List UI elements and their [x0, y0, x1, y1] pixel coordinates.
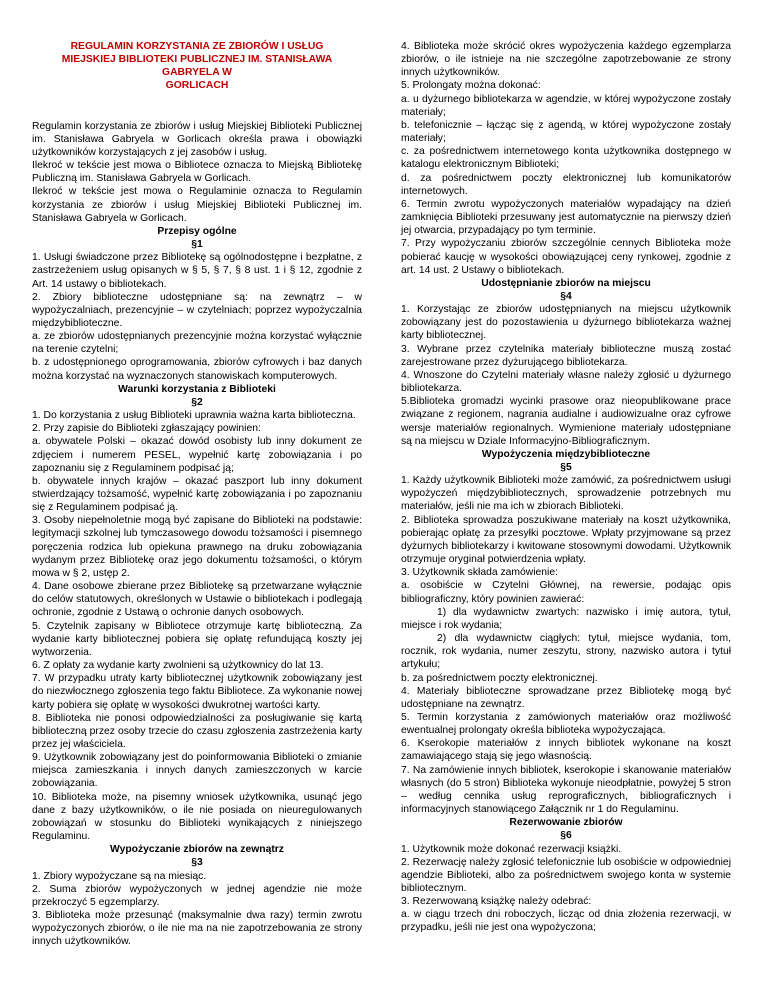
paragraph: 1. Do korzystania z usług Biblioteki uprawnia ważna karta biblioteczna.	[32, 410, 356, 422]
paragraph: 5. Termin korzystania z zamówionych materiałów oraz możliwość ewentualnej prolongaty określa biblioteka wypożyczająca.	[401, 711, 731, 737]
section-heading: Rezerwowanie zbiorów	[509, 817, 623, 829]
paragraph: d. za pośrednictwem poczty elektronicznej lub komunikatorów internetowych.	[401, 172, 731, 197]
paragraph: a. w ciągu trzech dni roboczych, licząc od dnia złożenia rezerwacji, w przypadku, jeśli nie jest ona wypożyczona;	[401, 909, 731, 934]
paragraph: 7. W przypadku utraty karty bibliotecznej użytkownik zobowiązany jest do niezwłocznego zgłoszenia tego faktu Bibliotece. Za wykonanie nowej karty pobiera się opłatę w wysokości dwukrotnej wartości karty.	[32, 673, 362, 711]
paragraph: 7. Przy wypożyczaniu zbiorów szczególnie cennych Biblioteka może pobierać kaucję w wysokości obowiązującej ceny rynkowej, zgodnie z art. 14 ust. 2 Ustawy o bibliotekach.	[401, 238, 731, 276]
paragraph: a. osobiście w Czytelni Głównej, na rewersie, podając opis bibliograficzny, który powinien zawierać:	[401, 580, 731, 605]
paragraph: b. telefonicznie – łącząc się z agendą, w której wypożyczone zostały materiały;	[401, 119, 731, 145]
right-column	[401, 40, 731, 935]
paragraph: 5. Czytelnik zapisany w Bibliotece otrzymuje kartę biblioteczną. Za wydanie karty bibliotecznej pobiera się opłatę refundującą koszty jej wytworzenia.	[32, 620, 362, 658]
paragraph: 2. Zbiory biblioteczne udostępniane są: na zewnątrz – w wypożyczalniach, prezencyjnie – w czytelniach; poprzez wypożyczalnia międzybiblioteczne.	[32, 291, 362, 329]
section-heading: Udostępnianie zbiorów na miejscu	[481, 277, 651, 289]
paragraph: 5.Biblioteka gromadzi wycinki prasowe oraz nieopublikowane prace związane z regionem, nagrania audialne i audiowizualne oraz cyfrowe wersje materiałów regionalnych. Wymienione materiały udostępniane są na miejscu w Dziale Informacyjno-Bibliograficznym.	[401, 396, 731, 447]
document-title	[32, 40, 362, 93]
paragraph: 6. Z opłaty za wydanie karty zwolnieni są użytkownicy do lat 13.	[32, 660, 324, 672]
paragraph: 3. Rezerwowaną książkę należy odebrać:	[401, 896, 592, 908]
section-heading: §4	[560, 290, 572, 302]
section-heading: Przepisy ogólne	[157, 225, 237, 237]
paragraph: Regulamin korzystania ze zbiorów i usług Miejskiej Biblioteki Publicznej im. Stanisława Gabryela w Gorlicach określa prawa i obowiązki użytkowników korzystających z jej zasobów i usług.	[32, 120, 362, 158]
paragraph: 9. Użytkownik zobowiązany jest do poinformowania Biblioteki o zmianie miejsca zamieszkania i innych danych zamieszczonych w karcie zobowiązania.	[32, 752, 362, 790]
paragraph: 3. Użytkownik składa zamówienie:	[401, 567, 558, 579]
paragraph: b. za pośrednictwem poczty elektronicznej.	[401, 672, 598, 684]
paragraph: 2. Suma zbiorów wypożyczonych w jednej agendzie nie może przekroczyć 5 egzemplarzy.	[32, 883, 362, 908]
title-line: MIEJSKIEJ BIBLIOTEKI PUBLICZNEJ IM. STANISŁAWA GABRYELA W	[61, 54, 333, 79]
paragraph: 4. Wnoszone do Czytelni materiały własne należy zgłosić u dyżurnego bibliotekarza.	[401, 369, 731, 395]
indented-paragraph: 2) dla wydawnictw ciągłych: tytuł, miejsce wydania, tom, rocznik, rok wydania, numer zeszytu, strony, nazwisko autora i tytuł artykułu;	[401, 633, 731, 671]
section-heading: §3	[191, 857, 203, 869]
paragraph: a. u dyżurnego bibliotekarza w agendzie, w której wypożyczone zostały materiały;	[401, 93, 731, 118]
paragraph: 3. Osoby niepełnoletnie mogą być zapisane do Biblioteki na podstawie: legitymacji szkolnej lub tymczasowego dowodu tożsamości i pisemnego poręczenia rodzica lub opiekuna prawnego na druku zobowiązania wydanym przez Bibliotekę oraz jego dokumentu tożsamości, o którym mowa w § 2, ustęp 2.	[32, 515, 362, 579]
paragraph: c. za pośrednictwem internetowego konta użytkownika dostępnego w katalogu elektronicznym Biblioteki;	[401, 146, 731, 171]
section-heading: §1	[191, 239, 203, 251]
paragraph: 5. Prolongaty można dokonać:	[401, 80, 541, 92]
paragraph: Ilekroć w tekście jest mowa o Bibliotece oznacza to Miejską Bibliotekę Publiczną im. Stanisława Gabryela w Gorlicach.	[32, 160, 362, 185]
paragraph: 3. Biblioteka może przesunąć (maksymalnie dwa razy) termin zwrotu wypożyczonych zbiorów, o ile nie ma na nie zapotrzebowania ze strony innych użytkowników.	[32, 910, 362, 948]
paragraph: 1. Użytkownik może dokonać rezerwacji książki.	[401, 843, 622, 855]
paragraph: 4. Biblioteka może skrócić okres wypożyczenia każdego egzemplarza zbiorów, o ile istnieje na nie szczególne zapotrzebowanie ze strony innych użytkowników.	[401, 41, 731, 79]
paragraph: 1. Usługi świadczone przez Bibliotekę są ogólnodostępne i bezpłatne, z zastrzeżeniem usług opisanych w § 5, § 7, § 8 ust. 1 i § 12, zgodnie z Art. 14 ustawy o bibliotekach.	[32, 252, 362, 290]
title-line: GORLICACH	[165, 80, 229, 92]
paragraph: 6. Kserokopie materiałów z innych bibliotek wykonane na koszt zamawiającego stają się jego własnością.	[401, 738, 731, 763]
paragraph: b. obywatele innych krajów – okazać paszport lub inny dokument stwierdzający tożsamość, wypełnić kartę zobowiązania i po zapoznaniu się z Regulaminem podpisać ją.	[32, 475, 362, 514]
section-heading: Wypożyczanie zbiorów na zewnątrz	[110, 844, 284, 856]
paragraph: a. obywatele Polski – okazać dowód osobisty lub inny dokument ze zdjęciem i numerem PESEL, wypełnić kartę zobowiązania i po zapoznaniu się z Regulaminem podpisać ją;	[32, 436, 362, 474]
paragraph: 3. Wybrane przez czytelnika materiały biblioteczne muszą zostać zarejestrowane przez dyżurującego bibliotekarza.	[401, 343, 731, 368]
paragraph: a. ze zbiorów udostępnianych prezencyjnie można korzystać wyłącznie na terenie czytelni;	[32, 331, 362, 356]
paragraph: 6. Termin zwrotu wypożyczonych materiałów wypadający na dzień zamknięcia Biblioteki przesuwany jest automatycznie na pierwszy dzień jej otwarcia, przypadający po tym terminie.	[401, 198, 731, 237]
paragraph: 4. Materiały biblioteczne sprowadzane przez Bibliotekę mogą być udostępniane na zewnątrz.	[401, 685, 731, 710]
paragraph: 10. Biblioteka może, na pisemny wniosek użytkownika, usunąć jego dane z bazy użytkowników, o ile nie posiada on nieuregulowanych zobowiązań w stosunku do Biblioteki wynikających z niniejszego Regulaminu.	[32, 791, 362, 843]
section-heading: Wypożyczenia międzybiblioteczne	[481, 448, 651, 460]
title-line: REGULAMIN KORZYSTANIA ZE ZBIORÓW I USŁUG	[70, 41, 324, 52]
paragraph: 2. Biblioteka sprowadza poszukiwane materiały na koszt użytkownika, pobierając opłatę za przesyłki pocztowe. Wpłaty przyjmowane są przez dyżurnych bibliotekarzy i kwitowane stosownymi dowodami. Użytkownik otrzymuje oryginał potwierdzenia wpłaty.	[401, 514, 731, 566]
paragraph: 2. Przy zapisie do Biblioteki zgłaszający powinien:	[32, 423, 261, 435]
section-heading: §2	[191, 396, 203, 408]
indented-paragraph: 1) dla wydawnictw zwartych: nazwisko i imię autora, tytuł, miejsce i rok wydania;	[401, 606, 731, 631]
section-heading: §5	[560, 462, 572, 473]
paragraph: 1. Każdy użytkownik Biblioteki może zamówić, za pośrednictwem usługi wypożyczeń międzybibliotecznych, sprowadzenie potrzebnych mu materiałów, jeśli nie ma ich w zbiorach Biblioteki.	[401, 475, 731, 513]
paragraph: Ilekroć w tekście jest mowa o Regulaminie oznacza to Regulamin korzystania ze zbiorów i usług Miejskiej Biblioteki Publicznej im. Stanisława Gabryela w Gorlicach.	[32, 186, 362, 224]
paragraph: 7. Na zamówienie innych bibliotek, kserokopie i skanowanie materiałów własnych (do 5 stron) Biblioteka wykonuje nieodpłatnie, powyżej 5 stron – według cennika usług reprograficznych, bibliograficznych i informacyjnych stanowiącego Załącznik nr 1 do Regulaminu.	[401, 764, 731, 816]
section-heading: Warunki korzystania z Biblioteki	[118, 383, 276, 395]
paragraph: 4. Dane osobowe zbierane przez Bibliotekę są przetwarzane wyłącznie do celów statutowych, określonych w Ustawie o bibliotekach i podlegają ochronie, zgodnie z Ustawą o ochronie danych osobowych.	[32, 581, 362, 619]
paragraph: 1. Zbiory wypożyczane są na miesiąc.	[32, 870, 207, 882]
paragraph: 1. Korzystając ze zbiorów udostępnianych na miejscu użytkownik zobowiązany jest do pozostawienia u dyżurnego bibliotekarza ważnej karty bibliotecznej.	[401, 304, 731, 342]
right-column-body	[401, 40, 731, 935]
paragraph: b. z udostępnionego oprogramowania, zbiorów cyfrowych i baz danych można korzystać na wyznaczonych stanowiskach komputerowych.	[32, 357, 362, 382]
paragraph: 2. Rezerwację należy zgłosić telefonicznie lub osobiście w odpowiedniej agendzie Biblioteki, albo za pośrednictwem swojego konta w systemie bibliotecznym.	[401, 856, 731, 894]
left-column	[32, 40, 362, 948]
left-column-body	[32, 120, 362, 949]
section-heading: §6	[560, 830, 572, 842]
paragraph: 8. Biblioteka nie ponosi odpowiedzialności za posługiwanie się kartą biblioteczną przez osoby trzecie do czasu zgłoszenia zastrzeżenia karty przez jej właściciela.	[32, 712, 362, 750]
